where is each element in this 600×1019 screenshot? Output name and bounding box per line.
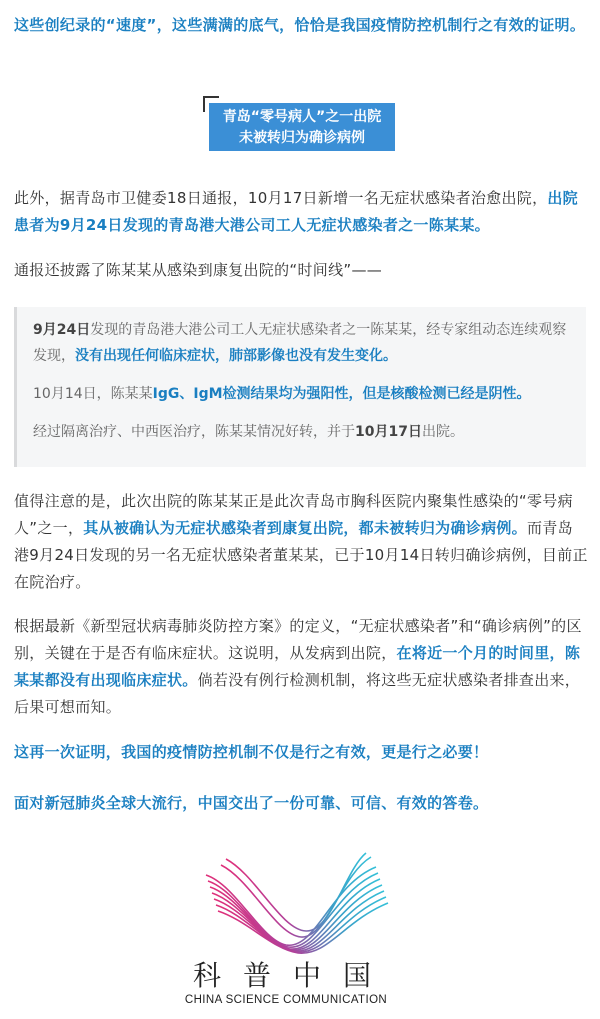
definition-plain-2: 倘若没有例行检测机制，将这些无症状感染者排查出来，后果可想而知。 (14, 671, 581, 716)
timeline-end-3: 出院。 (421, 424, 464, 440)
report-highlight: 出院患者为9月24日发现的青岛港大港公司工人无症状感染者之一陈某某。 (14, 189, 578, 234)
timeline-item-3 (33, 419, 572, 445)
report-plain: 此外，据青岛市卫健委18日通报，10月17日新增一名无症状感染者治愈出院， (14, 189, 548, 207)
timeline-plain-2: ，陈某某 (96, 386, 153, 402)
timeline-plain-1: 发现的青岛港大港公司工人无症状感染者之一陈某某，经专家组动态连续观察发现， (33, 322, 567, 364)
intro-paragraph (14, 12, 588, 39)
logo-ribbon-icon (166, 845, 406, 960)
timeline-item-1 (33, 317, 572, 369)
notice-plain-1: 值得注意的是，此次出院的陈某某正是此次青岛市胸科医院内聚集性感染的“零号病人”之一， (14, 492, 573, 537)
timeline-plain-3: 经过隔离治疗、中西医治疗，陈某某情况好转，并于 (33, 424, 355, 440)
logo-name-en: CHINA SCIENCE COMMUNICATION (184, 994, 388, 1006)
notice-highlight: 其从被确认为无症状感染者到康复出院，都未被转归为确诊病例。 (83, 519, 527, 537)
conclusion-paragraph: 这再一次证明，我国的疫情防控机制不仅是行之有效，更是行之必要！ (14, 743, 489, 761)
report-paragraph (14, 185, 588, 239)
science-china-logo (166, 845, 406, 1015)
intro-text: 这些创纪录的“速度”，这些满满的底气，恰恰是我国疫情防控机制行之有效的证明。 (14, 16, 586, 34)
banner-line-1: 青岛“零号病人”之一出院 (222, 109, 382, 125)
notice-paragraph (14, 488, 588, 596)
timeline-date-3: 10月17日 (355, 424, 422, 440)
definition-paragraph (14, 613, 588, 721)
definition-plain-1: 根据最新《新型冠状病毒肺炎防控方案》的定义，“无症状感染者”和“确诊病例”的区别，关键在于是否有临床症状。这说明，从发病到出院， (14, 617, 582, 662)
logo-name-cn: 科普中国 (192, 959, 393, 992)
timeline-highlight-2: IgG、IgM检测结果均为强阳性，但是核酸检测已经是阴性。 (152, 386, 531, 402)
timeline-highlight-1: 没有出现任何临床症状，肺部影像也没有发生变化。 (75, 348, 397, 364)
timeline-date-1: 9月24日 (33, 322, 91, 338)
timeline-quote (14, 307, 586, 467)
definition-highlight: 在将近一个月的时间里，陈某某都没有出现临床症状。 (14, 644, 581, 689)
answer-paragraph: 面对新冠肺炎全球大流行，中国交出了一份可靠、可信、有效的答卷。 (14, 794, 489, 812)
timeline-lead: 通报还披露了陈某某从感染到康复出院的“时间线”—— (14, 261, 383, 279)
timeline-date-2: 10月14日 (33, 386, 97, 402)
timeline-item-2 (33, 381, 572, 407)
notice-plain-2: 而青岛港9月24日发现的另一名无症状感染者董某某，已于10月14日转归确诊病例，目前正在院治疗。 (14, 519, 588, 591)
section-banner (209, 103, 395, 151)
banner-line-2: 未被转归为确诊病例 (239, 130, 365, 146)
